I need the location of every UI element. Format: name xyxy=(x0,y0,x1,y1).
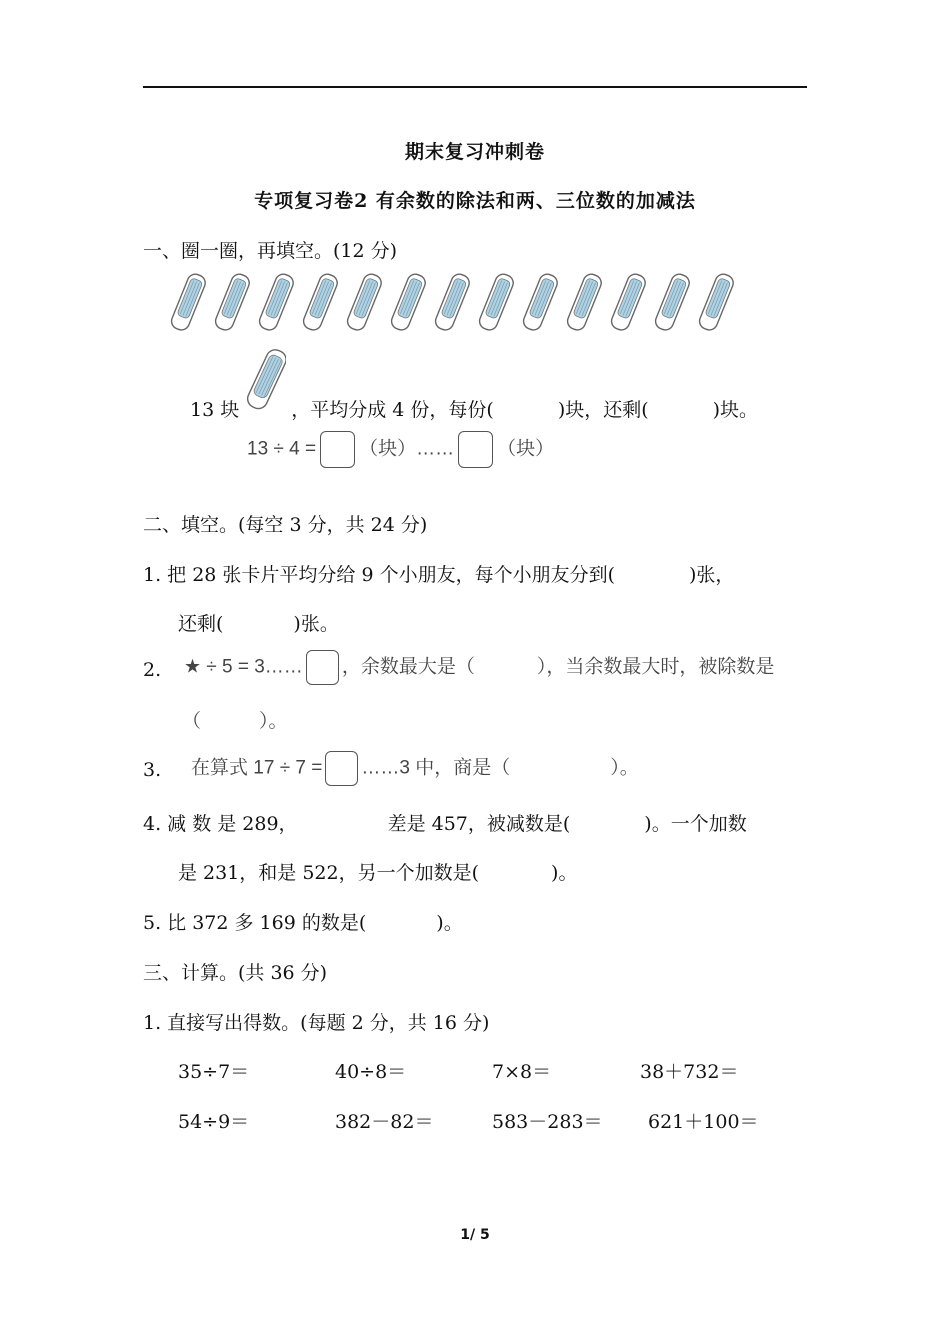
eraser-icon xyxy=(212,270,252,336)
question-5 xyxy=(143,908,463,935)
calc-item: 35÷7＝ xyxy=(178,1061,250,1083)
question-2 xyxy=(184,650,774,685)
equation-text: （块） xyxy=(497,438,555,460)
question-4 xyxy=(143,809,747,836)
eraser-icon xyxy=(608,270,648,336)
calc-item: 7×8＝ xyxy=(492,1061,552,1083)
section1-equation xyxy=(247,431,554,468)
answer-box[interactable] xyxy=(320,431,355,468)
question-text: 1. 把 28 张卡片平均分给 9 个小朋友，每个小朋友分到( xyxy=(143,564,616,586)
eraser-icon xyxy=(388,270,428,336)
eraser-icon xyxy=(520,270,560,336)
answer-box[interactable] xyxy=(458,431,493,468)
eraser-icon xyxy=(300,270,340,336)
question-text: )。 xyxy=(551,862,578,884)
sentence-part: 13 块 xyxy=(190,399,240,421)
question-text: 还剩( xyxy=(178,613,224,635)
header-rule xyxy=(143,86,807,88)
question-text: 5. 比 372 多 169 的数是( xyxy=(143,912,367,934)
eraser-icon xyxy=(652,270,692,336)
calc-item: 583－283＝ xyxy=(492,1111,603,1133)
sentence-part: ，平均分成 4 份，每份( xyxy=(291,399,494,421)
answer-box[interactable] xyxy=(306,650,339,685)
eraser-icon xyxy=(432,270,472,336)
answer-box[interactable] xyxy=(325,751,358,786)
calc-item: 38＋732＝ xyxy=(640,1061,739,1083)
question-text: ）。 xyxy=(610,757,639,779)
section3-subheading: 1. 直接写出得数。(每题 2 分，共 16 分) xyxy=(143,1012,490,1034)
question-text: ……3 中，商是（ xyxy=(361,757,511,779)
question-2-number: 2. xyxy=(143,659,162,681)
sentence-part: )块。 xyxy=(712,399,759,421)
question-2-cont xyxy=(182,706,288,733)
question-text: 是 231，和是 522，另一个加数是( xyxy=(178,862,480,884)
question-text: )。一个加数 xyxy=(644,813,747,835)
question-text: ）。 xyxy=(259,711,288,732)
calc-item: 54÷9＝ xyxy=(178,1111,250,1133)
page-number: 1/ 5 xyxy=(460,1227,490,1243)
question-text: 差是 457，被减数是( xyxy=(387,813,571,835)
question-text: )张， xyxy=(689,564,735,586)
section2-heading: 二、填空。(每空 3 分，共 24 分) xyxy=(143,514,428,536)
question-text: 在算式 17 ÷ 7 = xyxy=(191,757,323,779)
question-text: )张。 xyxy=(293,613,339,635)
equation-text: 13 ÷ 4 = xyxy=(247,438,317,460)
question-text: )。 xyxy=(436,912,463,934)
calc-item: 40÷8＝ xyxy=(335,1061,407,1083)
question-3-number: 3. xyxy=(143,759,162,781)
eraser-icon xyxy=(564,270,604,336)
question-text: ），当余数最大时，被除数是 xyxy=(536,656,775,678)
calc-item: 382－82＝ xyxy=(335,1111,434,1133)
question-text: ，余数最大是（ xyxy=(341,656,475,678)
eraser-row xyxy=(168,270,748,336)
eraser-icon xyxy=(168,270,208,336)
eraser-icon xyxy=(476,270,516,336)
page-title: 期末复习冲刺卷 xyxy=(404,141,545,163)
question-1-cont xyxy=(178,609,339,636)
page-subtitle: 专项复习卷2 有余数的除法和两、三位数的加减法 xyxy=(254,190,696,212)
eraser-icon xyxy=(256,270,296,336)
question-3 xyxy=(191,751,639,786)
sentence-part: )块，还剩( xyxy=(557,399,649,421)
question-1 xyxy=(143,560,734,587)
section1-sentence xyxy=(190,395,758,422)
equation-text: （块）…… xyxy=(359,438,455,460)
eraser-icon xyxy=(696,270,736,336)
question-text: 4. 减 数 是 289， xyxy=(143,813,298,835)
eraser-icon xyxy=(344,270,384,336)
question-text: ★ ÷ 5 = 3…… xyxy=(184,656,303,678)
question-text: （ xyxy=(182,711,202,732)
question-4-cont xyxy=(178,858,577,885)
calc-item: 621＋100＝ xyxy=(648,1111,759,1133)
section3-heading: 三、计算。(共 36 分) xyxy=(143,962,328,984)
section1-heading: 一、圈一圈，再填空。(12 分) xyxy=(143,240,398,262)
